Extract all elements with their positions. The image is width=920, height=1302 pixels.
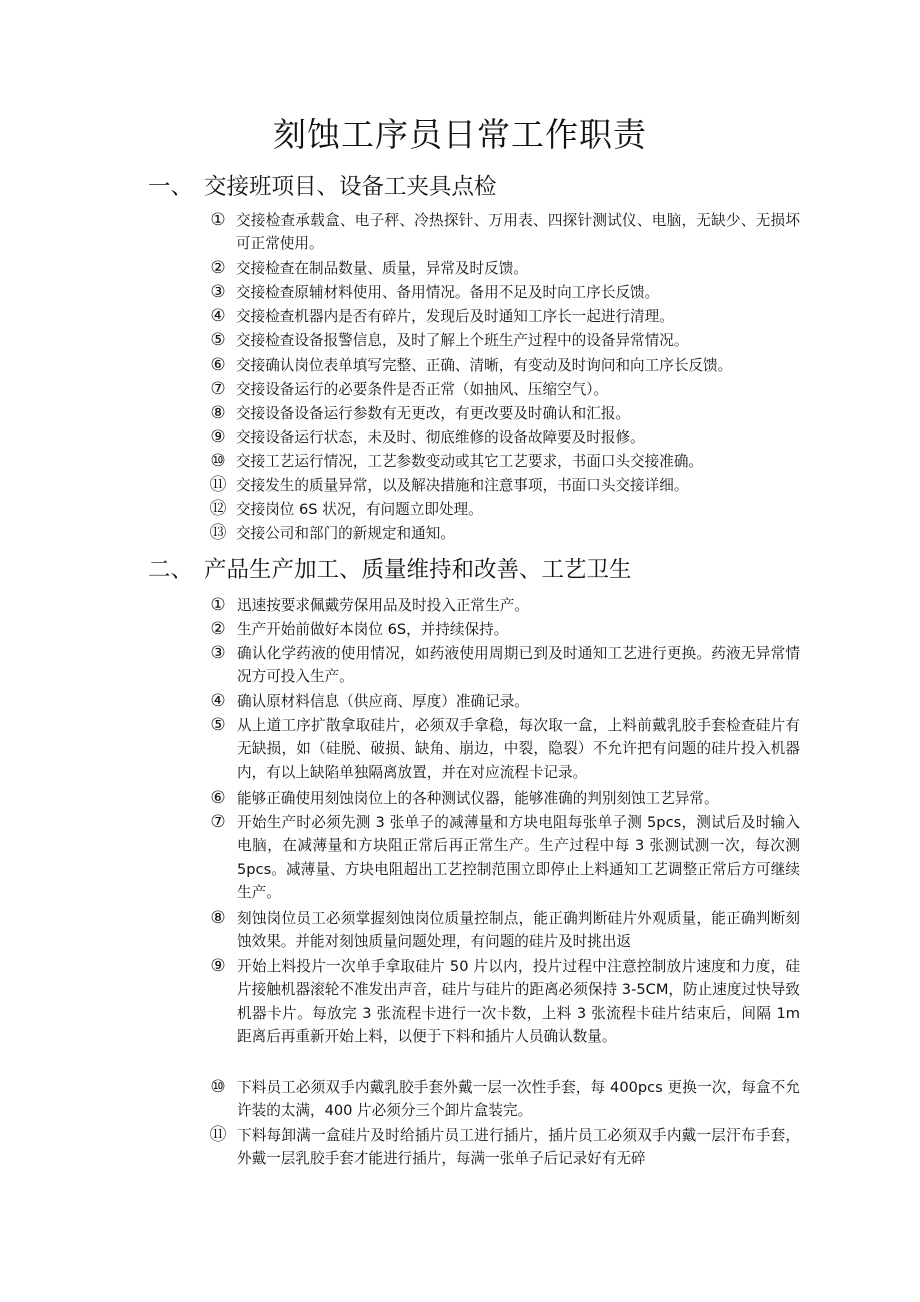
list-item [205,618,800,641]
item-marker: ③ [210,643,226,663]
document-title: 刻蚀工序员日常工作职责 [273,115,647,154]
item-text: 交接设备运行的必要条件是否正常（如抽风、压缩空气）。 [236,381,609,398]
list-item [205,594,800,617]
item-marker: ④ [210,691,226,711]
item-marker: ③ [210,282,226,302]
section-number: 二、 [148,557,194,583]
item-text: 开始上料投片一次单手拿取硅片 50 片以内，投片过程中注意控制放片速度和力度，硅片接触机器滚轮不准发出声音，硅片与硅片的距离必须保持 3-5CM，防止速度过快导致机器卡片。每放完 3 张流程卡进行一次卡数，上料 3 张流程卡硅片结束后，间隔 1m 距离后再重新开始上料，以便于下料和插片人员确认数量。 [237,958,800,1045]
list-item [205,402,800,425]
item-text: 交接公司和部门的新规定和通知。 [236,525,455,542]
item-marker: ⑧ [210,908,226,928]
section-title: 产品生产加工、质量维持和改善、工艺卫生 [204,557,632,583]
item-text: 交接设备运行状态，未及时、彻底维修的设备故障要及时报修。 [236,429,645,446]
item-marker: ⑨ [210,956,226,976]
list-item [205,690,800,713]
item-text: 交接发生的质量异常，以及解决措施和注意事项，书面口头交接详细。 [236,477,689,494]
item-text: 交接检查机器内是否有碎片，发现后及时通知工序长一起进行清理。 [236,308,674,325]
item-marker: ⑫ [209,499,227,519]
item-text: 交接确认岗位表单填写完整、正确、清晰，有变动及时询问和向工序长反馈。 [236,357,733,374]
list-item [205,498,800,521]
item-text: 刻蚀岗位员工必须掌握刻蚀岗位质量控制点，能正确判断硅片外观质量，能正确判断刻蚀效果。并能对刻蚀质量问题处理，有问题的硅片及时挑出返 [237,910,800,951]
list-item [205,305,800,328]
section-heading-1 [148,170,497,204]
item-marker: ① [210,595,226,615]
item-marker: ⑥ [210,355,226,375]
item-text: 开始生产时必须先测 3 张单子的减薄量和方块电阻每张单子测 5pcs，测试后及时输入电脑，在减薄量和方块阻正常后再正常生产。生产过程中每 3 张测试测一次，每次测 5pcs。减薄量、方块电阻超出工艺控制范围立即停止上料通知工艺调整正常后方可继续生产。 [237,814,800,901]
list-item [205,378,800,401]
section-title: 交接班项目、设备工夹具点检 [204,174,497,200]
item-text: 交接检查设备报警信息，及时了解上个班生产过程中的设备异常情况。 [236,332,689,349]
list-item [205,907,800,954]
item-marker: ④ [210,306,226,326]
list-item [205,354,800,377]
list-item [205,642,800,689]
item-marker: ⑩ [210,1077,226,1097]
item-marker: ⑤ [210,330,226,350]
item-text: 交接工艺运行情况，工艺参数变动或其它工艺要求，书面口头交接准确。 [236,453,704,470]
list-item [205,209,800,256]
item-marker: ② [210,258,226,278]
item-marker: ② [210,619,226,639]
list-item [205,787,800,810]
item-text: 下料员工必须双手内戴乳胶手套外戴一层一次性手套，每 400pcs 更换一次，每盒不允许装的太满，400 片必须分三个卸片盒装完。 [237,1079,800,1120]
item-marker: ① [210,210,226,230]
list-item [205,474,800,497]
item-marker: ⑦ [210,812,226,832]
item-text: 下料每卸满一盒硅片及时给插片员工进行插片，插片员工必须双手内戴一层汗布手套，外戴一层乳胶手套才能进行插片，每满一张单子后记录好有无碎 [237,1127,800,1168]
list-item [205,714,800,784]
item-text: 交接岗位 6S 状况，有问题立即处理。 [236,501,483,518]
item-text: 交接检查承载盒、电子秤、冷热探针、万用表、四探针测试仪、电脑，无缺少、无损坏可正常使用。 [236,212,800,253]
list-item [205,257,800,280]
item-marker: ⑦ [210,379,226,399]
list-item [205,426,800,449]
list-item [205,450,800,473]
item-text: 确认原材料信息（供应商、厚度）准确记录。 [237,693,529,710]
list-item [205,1076,800,1123]
item-marker: ⑥ [210,788,226,808]
section-heading-2 [148,553,632,587]
item-text: 从上道工序扩散拿取硅片，必须双手拿稳，每次取一盒，上料前戴乳胶手套检查硅片有无缺损，如（硅脱、破损、缺角、崩边，中裂，隐裂）不允许把有问题的硅片投入机器内，有以上缺陷单独隔离放置，并在对应流程卡记录。 [237,717,800,781]
item-text: 生产开始前做好本岗位 6S，并持续保持。 [237,621,509,638]
list-item [205,811,800,904]
list-item [205,329,800,352]
list-item [205,522,800,545]
section-number: 一、 [148,174,194,200]
list-item [205,1124,800,1171]
item-text: 确认化学药液的使用情况，如药液使用周期已到及时通知工艺进行更换。药液无异常情况方可投入生产。 [237,645,800,686]
list-item [205,955,800,1048]
item-marker: ⑪ [209,475,227,495]
item-text: 迅速按要求佩戴劳保用品及时投入正常生产。 [237,597,529,614]
item-marker: ⑤ [210,715,226,735]
item-marker: ⑬ [209,523,227,543]
item-marker: ⑧ [210,403,226,423]
item-text: 交接检查在制品数量、质量，异常及时反馈。 [236,260,528,277]
list-item [205,281,800,304]
item-marker: ⑨ [210,427,226,447]
item-marker: ⑪ [209,1125,227,1145]
item-marker: ⑩ [210,451,226,471]
item-text: 交接设备设备运行参数有无更改，有更改要及时确认和汇报。 [236,405,631,422]
item-text: 能够正确使用刻蚀岗位上的各种测试仪器，能够准确的判别刻蚀工艺异常。 [237,790,719,807]
item-text: 交接检查原辅材料使用、备用情况。备用不足及时向工序长反馈。 [236,284,660,301]
